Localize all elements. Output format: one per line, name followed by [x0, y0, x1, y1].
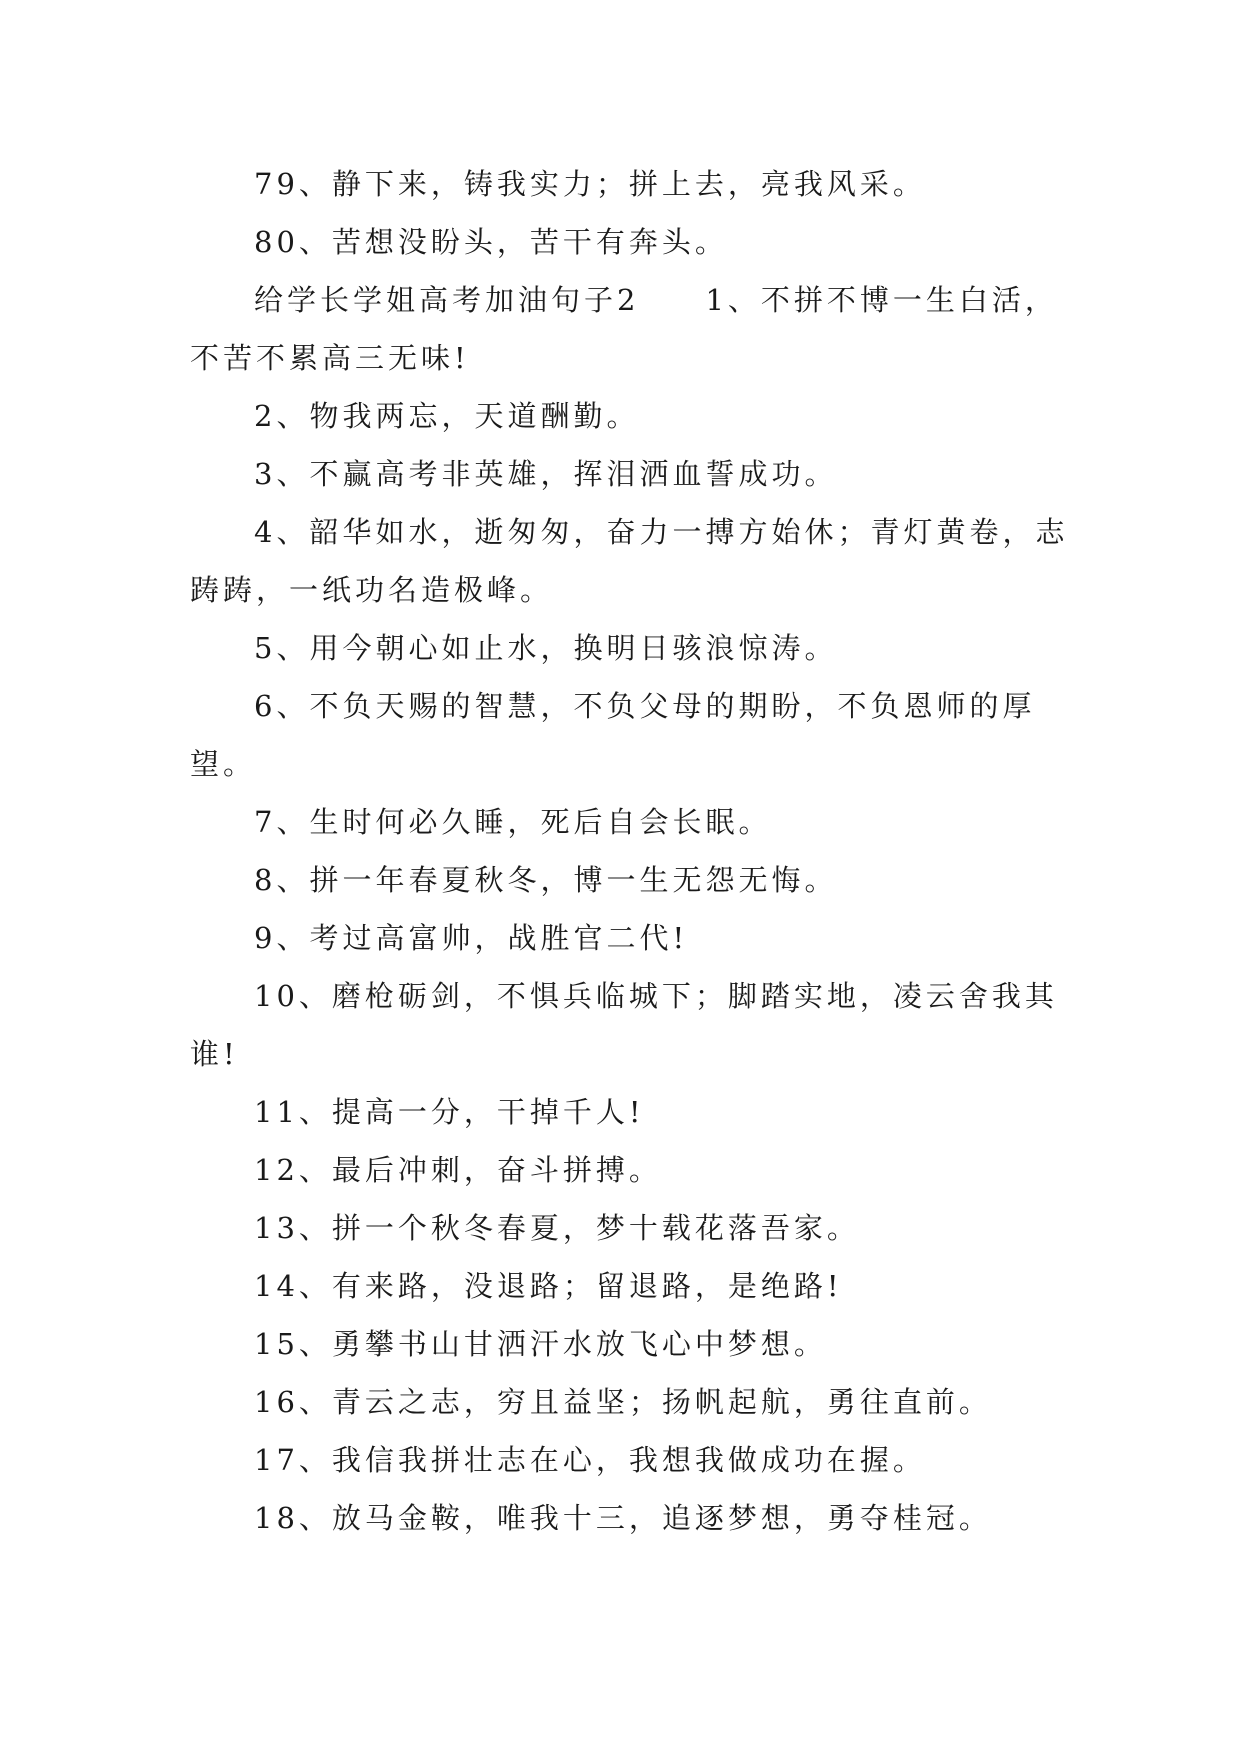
paragraph: 18、放马金鞍，唯我十三，追逐梦想，勇夺桂冠。 [254, 1501, 992, 1535]
paragraph: 给学长学姐高考加油句子2 1、不拼不博一生白活，不苦不累高三无味! [190, 283, 1058, 375]
paragraph: 2、物我两忘，天道酬勤。 [254, 399, 640, 433]
document-body [190, 155, 1070, 1547]
paragraph: 8、拼一年春夏秋冬，博一生无怨无悔。 [254, 863, 838, 897]
paragraph: 79、静下来，铸我实力；拼上去，亮我风采。 [254, 167, 926, 201]
paragraph: 7、生时何必久睡，死后自会长眠。 [254, 805, 772, 839]
paragraph: 80、苦想没盼头，苦干有奔头。 [254, 225, 728, 259]
paragraph: 4、韶华如水，逝匆匆，奋力一搏方始休；青灯黄卷，志踌踌，一纸功名造极峰。 [190, 515, 1069, 607]
paragraph: 9、考过高富帅，战胜官二代! [254, 921, 689, 955]
paragraph: 17、我信我拼壮志在心，我想我做成功在握。 [254, 1443, 926, 1477]
paragraph: 14、有来路，没退路；留退路，是绝路! [254, 1269, 843, 1303]
paragraph: 13、拼一个秋冬春夏，梦十载花落吾家。 [254, 1211, 860, 1245]
paragraph: 5、用今朝心如止水，换明日骇浪惊涛。 [254, 631, 838, 665]
paragraph: 3、不赢高考非英雄，挥泪洒血誓成功。 [254, 457, 838, 491]
paragraph: 10、磨枪砺剑，不惧兵临城下；脚踏实地，凌云舍我其谁! [190, 979, 1058, 1071]
paragraph: 16、青云之志，穷且益坚；扬帆起航，勇往直前。 [254, 1385, 992, 1419]
paragraph: 11、提高一分，干掉千人! [254, 1095, 645, 1129]
paragraph: 15、勇攀书山甘洒汗水放飞心中梦想。 [254, 1327, 827, 1361]
paragraph: 12、最后冲刺，奋斗拼搏。 [254, 1153, 662, 1187]
paragraph: 6、不负天赐的智慧，不负父母的期盼，不负恩师的厚望。 [190, 689, 1036, 781]
